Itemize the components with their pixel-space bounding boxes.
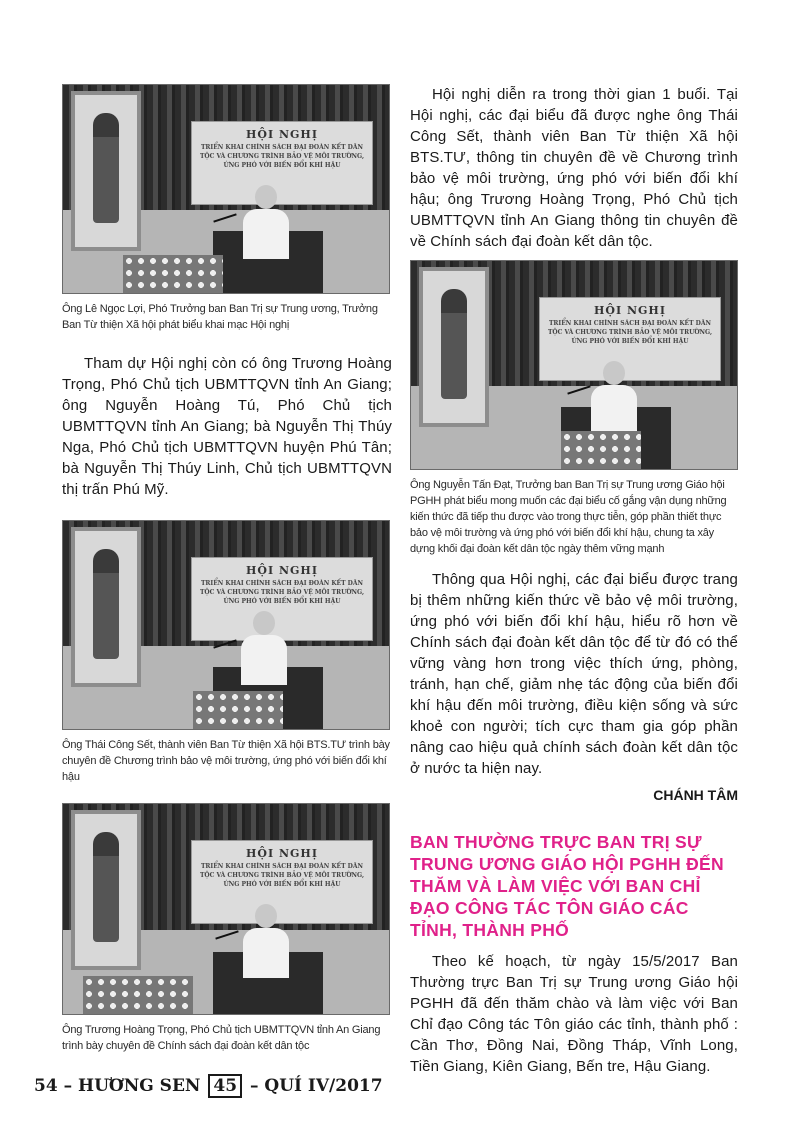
photo-caption: Ông Trương Hoàng Trọng, Phó Chủ tịch UBMTTQVN tỉnh An Giang trình bày chuyên đề Chính sách đại đoàn kết dân tộc — [62, 1024, 381, 1052]
photo-truong-hoang-trong — [62, 803, 390, 1015]
right-column — [410, 84, 738, 1077]
author-byline: CHÁNH TÂM — [653, 787, 738, 803]
page-footer: 54 – HƯƠNG SEN 45 – QUÍ IV/2017 — [34, 1076, 383, 1096]
photo-caption: Ông Lê Ngọc Lợi, Phó Trưởng ban Ban Trị sự Trung ương, Trưởng Ban Từ thiện Xã hội phát biểu khai mạc Hội nghị — [62, 303, 378, 331]
photo-banner: HỘI NGHỊ TRIỂN KHAI CHÍNH SÁCH ĐẠI ĐOÀN KẾT DÂN TỘC VÀ CHƯƠNG TRÌNH BẢO VỆ MÔI TRƯỜNG, ỨNG PHÓ VỚI BIẾN ĐỔI KHÍ HẬU — [191, 121, 373, 205]
photo-banner: HỘI NGHỊ TRIỂN KHAI CHÍNH SÁCH ĐẠI ĐOÀN KẾT DÂN TỘC VÀ CHƯƠNG TRÌNH BẢO VỆ MÔI TRƯỜNG, ỨNG PHÓ VỚI BIẾN ĐỔI KHÍ HẬU — [539, 297, 721, 381]
left-column — [62, 84, 392, 1054]
photo-caption: Ông Nguyễn Tấn Đạt, Trưởng ban Ban Trị sự Trung ương Giáo hội PGHH phát biểu mong muốn các đại biểu cố gắng vận dụng những kiến thức đã tiếp thu được vào trong thực tiễn, góp phần thiết thực bảo vệ môi trường và ứng phó với biến đổi khí hậu, chung ta xây dựng khối đại đoàn kết dân tộc ngày thêm vững mạnh — [410, 479, 727, 555]
paragraph-visit: Theo kế hoạch, từ ngày 15/5/2017 Ban Thường trực Ban Trị sự Trung ương Giáo hội PGHH đã đến thăm chào và làm việc với Ban Chỉ đạo Công tác Tôn giáo các tỉnh, thành phố : Cần Thơ, Đồng Nai, Đồng Tháp, Vĩnh Long, Tiền Giang, Kiên Giang, Bến tre, Hậu Giang. — [410, 953, 738, 1075]
page-number: 54 — [34, 1076, 58, 1096]
article-headline: BAN THƯỜNG TRỰC BAN TRỊ SỰ TRUNG ƯƠNG GIÁO HỘI PGHH ĐẾN THĂM VÀ LÀM VIỆC VỚI BAN CHỈ ĐẠO CÔNG TÁC TÔN GIÁO CÁC TỈNH, THÀNH PHỐ — [410, 832, 724, 940]
photo-caption: Ông Thái Công Sết, thành viên Ban Từ thiện Xã hội BTS.TƯ trình bày chuyên đề Chương trình bảo vệ môi trường, ứng phó với biến đổi khí hậu — [62, 739, 390, 783]
photo-thai-cong-set — [62, 520, 390, 730]
photo-nguyen-tan-dat — [410, 260, 738, 470]
issue-number: 45 — [208, 1074, 242, 1098]
paragraph-attendees: Tham dự Hội nghị còn có ông Trương Hoàng Trọng, Phó Chủ tịch UBMTTQVN tỉnh An Giang; ông Nguyễn Hoàng Tú, Phó Chủ tịch UBMTTQVN tỉnh An Giang; bà Nguyễn Thị Thúy Nga, Phó Chủ tịch UBMTTQVN huyện Phú Tân; bà Nguyễn Thị Thúy Linh, Chủ tịch UBMTTQVN thị trấn Phú Mỹ. — [62, 355, 392, 498]
issue-period: QUÍ IV/2017 — [264, 1076, 383, 1096]
photo-banner: HỘI NGHỊ TRIỂN KHAI CHÍNH SÁCH ĐẠI ĐOÀN KẾT DÂN TỘC VÀ CHƯƠNG TRÌNH BẢO VỆ MÔI TRƯỜNG, ỨNG PHÓ VỚI BIẾN ĐỔI KHÍ HẬU — [191, 557, 373, 641]
photo-le-ngoc-loi — [62, 84, 390, 294]
paragraph-session: Hội nghị diễn ra trong thời gian 1 buổi. Tại Hội nghị, các đại biểu đã được nghe ông Thái Công Sết, thành viên Ban Từ thiện Xã hội BTS.TƯ, thông tin chuyên đề về Chương trình bảo vệ môi trường, ứng phó với biến đổi khí hậu; ông Trương Hoàng Trọng, Phó Chủ tịch UBMTTQVN tỉnh An Giang thông tin chuyên đề về Chính sách đại đoàn kết dân tộc. — [410, 86, 738, 250]
photo-banner: HỘI NGHỊ TRIỂN KHAI CHÍNH SÁCH ĐẠI ĐOÀN KẾT DÂN TỘC VÀ CHƯƠNG TRÌNH BẢO VỆ MÔI TRƯỜNG, ỨNG PHÓ VỚI BIẾN ĐỔI KHÍ HẬU — [191, 840, 373, 924]
paragraph-conclusion: Thông qua Hội nghị, các đại biểu được trang bị thêm những kiến thức về bảo vệ môi trường, ứng phó với biến đổi khí hậu, hiểu rõ hơn về Chính sách đại đoàn kết dân tộc để từ đó có thể vững vàng hơn trong việc thích ứng, phòng, tránh, hạn chế, giảm nhẹ tác động của biến đổi khí hậu đến môi trường, điều kiện sống và sức khoẻ con người; tích cực tham gia góp phần nâng cao hiệu quả chính sách đoàn kết dân tộc ở nước ta hiện nay. — [410, 571, 738, 777]
magazine-title: HƯƠNG SEN — [78, 1076, 201, 1096]
